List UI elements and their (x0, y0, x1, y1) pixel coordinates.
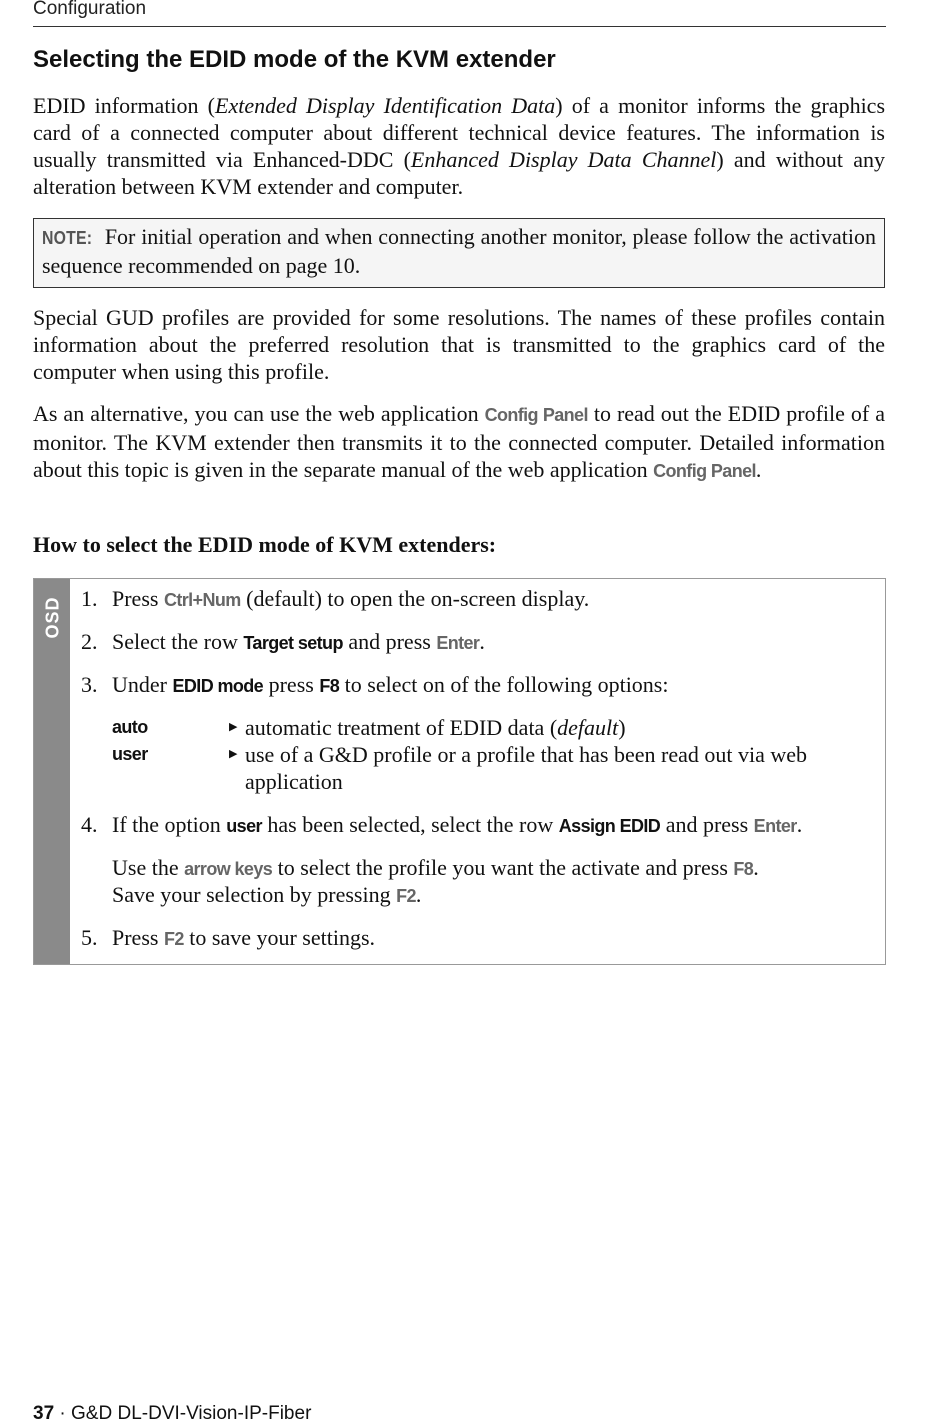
key-arrow-keys: arrow keys (184, 859, 273, 879)
menu-row-assign-edid: Assign EDID (558, 816, 661, 836)
bullet-arrow-icon: ▶ (229, 721, 238, 733)
note-label: NOTE: (42, 228, 93, 248)
menu-row-target-setup: Target setup (243, 633, 343, 653)
menu-row-edid-mode: EDID mode (172, 676, 264, 696)
key-f8: F8 (319, 676, 340, 696)
howto-heading: How to select the EDID mode of KVM extenders: (33, 532, 497, 557)
header-divider (33, 26, 886, 27)
intro-paragraph: EDID information (Extended Display Identification Data) of a monitor informs the graphics card of a connected computer about different technical device features. The information is usually transmitted via Enhanced-DDC (Enhanced Display Data Channel) and without any alteration between KVM extender and computer. (33, 93, 886, 199)
osd-side-label: OSD (42, 596, 63, 639)
section-title: Selecting the EDID mode of the KVM extender (33, 46, 556, 73)
key-enter: Enter (436, 633, 480, 653)
bullet-arrow-icon: ▶ (229, 748, 238, 760)
note-text: For initial operation and when connecting another monitor, please follow the activation sequence recommended on page 10. (42, 224, 876, 278)
product-name: G&D DL-DVI-Vision-IP-Fiber (71, 1403, 312, 1424)
note-box (33, 218, 885, 288)
key-ctrl-num: Ctrl+Num (163, 590, 241, 610)
alternative-paragraph: As an alternative, you can use the web application Config Panel to read out the EDID profile of a monitor. The KVM extender then transmits it to the connected computer. Detailed information about this topic is given in the separate manual of the web application Config Panel. (33, 401, 885, 482)
osd-side-bar (34, 579, 70, 964)
page-number: 37 (33, 1403, 55, 1424)
running-header: Configuration (33, 0, 147, 19)
config-panel-term: Config Panel (653, 461, 756, 481)
key-f2: F2 (396, 886, 416, 906)
key-f2: F2 (163, 929, 184, 949)
page-footer: 37 · G&D DL-DVI-Vision-IP-Fiber (33, 1403, 312, 1424)
key-enter: Enter (753, 816, 797, 836)
option-user-term: user (226, 816, 262, 836)
osd-instructions-box: OSD 1. Press Ctrl+Num (default) to open the on-screen display. 2. Select the row Target setup and press Enter. 3. Under EDID mode press F8 to select on of the following options: auto ▶ automatic treatment of EDID data (default) user ▶ use of a G&D profile or a profile that has been read out via web application 4. If the option user has been selected, select the row Assign EDID and press Enter. Use the arrow keys to select the profile you want the activate and press F8. Save your selection by pressing F2. 5. Press F2 to save your settings. (33, 578, 886, 965)
key-f8: F8 (733, 859, 754, 879)
profiles-paragraph: Special GUD profiles are provided for some resolutions. The names of these profiles contain information about the preferred resolution that is transmitted to the graphics card of the computer when using this profile. (33, 305, 885, 384)
config-panel-term: Config Panel (484, 405, 588, 425)
